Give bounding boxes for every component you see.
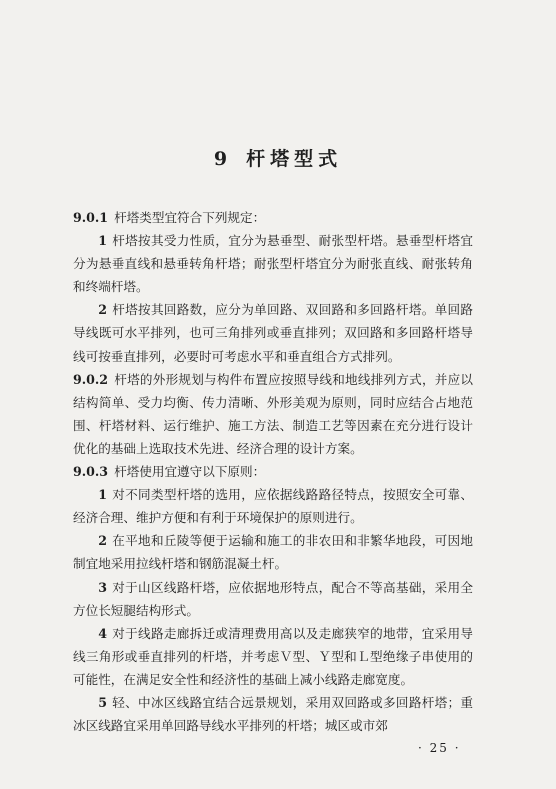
clause-number: 9.0.3 bbox=[73, 464, 109, 480]
item-number: 2 bbox=[98, 302, 107, 318]
clause-item bbox=[73, 576, 473, 622]
item-number: 4 bbox=[98, 625, 107, 641]
item-text: 杆塔按其回路数，应分为单回路、双回路和多回路杆塔。单回路导线既可水平排列，也可三角排列或垂直排列；双回路和多回路杆塔导线可按垂直排列，必要时可考虑水平和垂直组合方式排列。 bbox=[73, 302, 473, 364]
clause-9-0-3 bbox=[73, 460, 473, 483]
item-text: 对于线路走廊拆迁或清理费用高以及走廊狭窄的地带，宜采用导线三角形或垂直排列的杆塔，并考虑Ｖ型、Ｙ型和Ｌ型绝缘子串使用的可能性，在满足安全性和经济性的基础上减小线路走廊宽度。 bbox=[73, 625, 473, 687]
item-number: 1 bbox=[98, 487, 107, 503]
clause-number: 9.0.2 bbox=[73, 371, 109, 387]
clause-9-0-1 bbox=[73, 206, 473, 229]
item-text: 对不同类型杆塔的选用，应依据线路路径特点，按照安全可靠、经济合理、维护方便和有利于环境保护的原则进行。 bbox=[73, 487, 473, 526]
clause-text: 杆塔类型宜符合下列规定： bbox=[114, 210, 266, 225]
chapter-title-text: 杆塔型式 bbox=[246, 148, 343, 170]
page-number: · 25 · bbox=[418, 741, 461, 755]
clause-item bbox=[73, 229, 473, 298]
clause-item bbox=[73, 691, 473, 737]
clause-item bbox=[73, 622, 473, 691]
clause-text: 杆塔使用宜遵守以下原则： bbox=[114, 464, 266, 480]
item-text: 对于山区线路杆塔，应依据地形特点，配合不等高基础，采用全方位长短腿结构形式。 bbox=[73, 579, 473, 618]
clause-item bbox=[73, 529, 473, 575]
chapter-title bbox=[0, 144, 556, 171]
chapter-number: 9 bbox=[213, 148, 233, 170]
item-text: 在平地和丘陵等便于运输和施工的非农田和非繁华地段，可因地制宜地采用拉线杆塔和钢筋混凝土杆。 bbox=[73, 533, 473, 572]
item-number: 3 bbox=[98, 579, 107, 595]
body-text bbox=[73, 206, 473, 737]
clause-number: 9.0.1 bbox=[73, 210, 109, 225]
clause-text: 杆塔的外形规划与构件布置应按照导线和地线排列方式，并应以结构简单、受力均衡、传力清晰、外形美观为原则，同时应结合占地范围、杆塔材料、运行维护、施工方法、制造工艺等因素在充分进行设计优化的基础上选取技术先进、经济合理的设计方案。 bbox=[73, 371, 473, 456]
item-number: 5 bbox=[98, 694, 107, 710]
item-number: 1 bbox=[98, 233, 107, 249]
clause-item bbox=[73, 483, 473, 529]
item-number: 2 bbox=[98, 533, 107, 549]
clause-item bbox=[73, 298, 473, 367]
item-text: 杆塔按其受力性质，宜分为悬垂型、耐张型杆塔。悬垂型杆塔宜分为悬垂直线和悬垂转角杆塔；耐张型杆塔宜分为耐张直线、耐张转角和终端杆塔。 bbox=[73, 233, 473, 295]
item-text: 轻、中冰区线路宜结合远景规划，采用双回路或多回路杆塔；重冰区线路宜采用单回路导线水平排列的杆塔；城区或市郊 bbox=[73, 694, 473, 734]
clause-9-0-2 bbox=[73, 368, 473, 460]
